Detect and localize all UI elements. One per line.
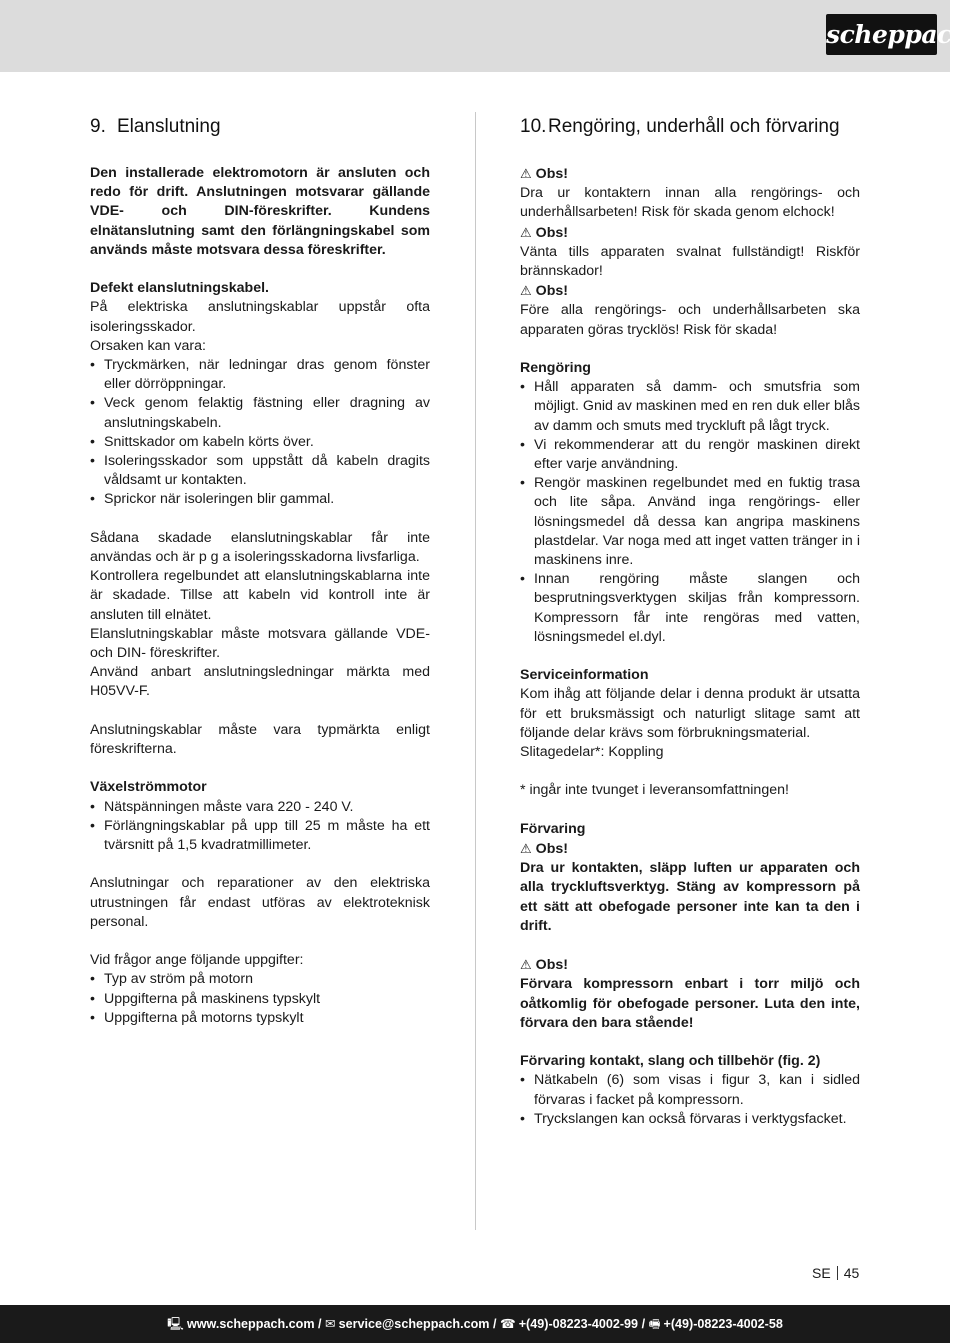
section-rengoring [520, 115, 860, 1129]
list-item: • Rengör maskinen regelbundet med en fuktig trasa och lite såpa. Använd inga rengörings- eller lösningsmedel då dessa kan angripa maskinens plastdelar. Var noga med att inget vatten tränger in i maskinens inre. [520, 475, 860, 569]
phone-number: +(49)-08223-4002-99 [518, 1317, 639, 1331]
ac-motor-list [90, 798, 430, 856]
column-divider [475, 112, 476, 1230]
warning-icon: ⚠ [520, 166, 532, 181]
list-item: • Veck genom felaktig fästning eller dragning av anslutningskabeln. [90, 395, 430, 431]
service-heading: Serviceinformation [520, 667, 649, 684]
list-item: • Förlängningskablar på upp till 25 m måste ha ett tvärsnitt på 1,5 kvadratmillimeter. [90, 817, 430, 854]
service-text: Kom ihåg att följande delar i denna produkt är utsatta för ett bruksmässigt och naturligt slitage samt att följande delar krävs som förbrukningsmaterial. [520, 686, 860, 741]
storage-warning-text: Dra ur kontakten, släpp luften ur apparaten och alla tryckluftsverktyg. Stäng av kompressorn på ett sätt att obefogade personer inte kan ta den i drift. [520, 860, 860, 934]
storage-warning-text: Förvara kompressorn enbart i torr miljö och oåtkomlig för obefogade personer. Luta den inte, förvara den bara stående! [520, 976, 860, 1031]
footer-bar: 🖳 www.scheppach.com / ✉ service@scheppach.com / ☎ +(49)-08223-4002-99 / 🖷 +(49)-08223-4002-58 [0, 1305, 950, 1343]
footnote-text: * ingår inte tvunget i leveransomfattningen! [520, 782, 789, 799]
fax-number: +(49)-08223-4002-58 [663, 1317, 783, 1331]
warning-text: Före alla rengörings- och underhållsarbeten ska apparaten göras trycklös! Risk för skada! [520, 302, 860, 338]
website-link[interactable]: www.scheppach.com [186, 1317, 315, 1331]
list-item: • Tryckmärken, när ledningar dras genom fönster eller dörröppningar. [90, 357, 430, 393]
warning-icon: ⚠ [520, 841, 532, 857]
list-item: • Isoleringsskador som uppstått då kabeln dragits våldsamt ur kontakten. [90, 453, 430, 489]
page-number: SE 45 [812, 1265, 860, 1281]
storage-heading: Förvaring [520, 820, 586, 837]
warning-heading: ⚠ Obs! [520, 166, 568, 182]
warning-text: Dra ur kontaktern innan alla rengörings- och underhållsarbeten! Risk för skada genom elchock! [520, 185, 860, 221]
list-item: • Sprickor när isoleringen blir gammal. [90, 491, 335, 508]
warning-icon: ⚠ [520, 283, 532, 299]
damaged-cable-text: Sådana skadade elanslutningskablar får inte användas och är p g a isoleringsskadorna livsfarliga. [90, 529, 430, 566]
questions-intro: Vid frågor ange följande uppgifter: [90, 952, 304, 969]
cleaning-heading: Rengöring [520, 360, 591, 377]
repairs-text: Anslutningar och reparationer av den elektriska utrustningen får endast utföras av elektroteknisk personal. [90, 875, 430, 930]
scheppach-logo: scheppach [826, 14, 937, 55]
list-item: • Håll apparaten så damm- och smutsfria som möjligt. Gnid av maskinen med en ren duk eller blås av damm och smuts med tryckluft på lågt tryck. [520, 379, 860, 434]
defekt-heading: Defekt elanslutningskabel. [90, 280, 269, 297]
list-item: • Tryckslangen kan också förvaras i verktygsfacket. [520, 1110, 847, 1127]
warning-heading: ⚠ Obs! [520, 224, 568, 241]
section-heading: 10.Rengöring, underhåll och förvaring [520, 116, 840, 137]
list-item: • Nätkabeln (6) som visas i figur 3, kan i sidled förvaras i facket på kompressorn. [520, 1072, 860, 1108]
storage-list [520, 1071, 860, 1129]
list-item: • Uppgifterna på motorns typskylt [90, 1009, 304, 1026]
wear-parts-text: Slitagedelar*: Koppling [520, 744, 664, 761]
questions-list [90, 970, 430, 1028]
h05-text: Använd anbart anslutningsledningar märkta med H05VV-F. [90, 664, 430, 700]
list-item: • Innan rengöring måste slangen och besprutningsverktygen skiljas från kompressorn. Kompressorn får inte rengöras med vatten, lösningsmedel el.dyl. [520, 571, 860, 645]
list-item: • Uppgifterna på maskinens typskylt [90, 990, 321, 1007]
vde-text: Elanslutningskablar måste motsvara gällande VDE- och DIN- föreskrifter. [90, 625, 430, 662]
computer-icon: 🖳 [167, 1317, 184, 1331]
check-cable-text: Kontrollera regelbundet att elanslutningskablarna inte är skadade. Tillse att kabeln vid kontroll inte är ansluten till elnätet. [90, 568, 430, 623]
typed-cable-text: Anslutningskablar måste vara typmärkta enligt föreskrifterna. [90, 721, 430, 758]
warning-text: Vänta tills apparaten svalnat fullständigt! Riskför brännskador! [520, 243, 860, 280]
warning-heading: ⚠ Obs! [520, 841, 568, 858]
intro-paragraph: Den installerade elektromotorn är ansluten och redo för drift. Anslutningen motsvarar gällande VDE- och DIN-föreskrifter. Kundens elnätanslutning samt den förlängningskabel som används måste motsvara dessa föreskrifter. [90, 165, 430, 258]
email-link[interactable]: service@scheppach.com [338, 1317, 490, 1331]
cleaning-list [520, 378, 860, 647]
section-elanslutning [90, 115, 430, 1028]
warning-icon: ⚠ [520, 224, 532, 240]
causes-list [90, 356, 430, 510]
email-icon: ✉ [325, 1317, 336, 1331]
defekt-text: På elektriska anslutningskablar uppstår ofta isoleringsskador. [90, 299, 430, 335]
causes-intro: Orsaken kan vara: [90, 337, 206, 354]
warning-heading: ⚠ Obs! [520, 957, 568, 974]
ac-motor-heading: Växelströmmotor [90, 779, 207, 796]
phone-icon: ☎ [500, 1317, 516, 1331]
section-heading: 9. Elanslutning [90, 116, 221, 137]
storage-accessories-heading: Förvaring kontakt, slang och tillbehör (fig. 2) [520, 1053, 821, 1070]
list-item: • Vi rekommenderar att du rengör maskinen direkt efter varje användning. [520, 436, 860, 473]
list-item: • Typ av ström på motorn [90, 971, 254, 988]
list-item: • Nätspänningen måste vara 220 - 240 V. [90, 798, 354, 815]
list-item: • Snittskador om kabeln körts över. [90, 433, 314, 450]
warning-heading: ⚠ Obs! [520, 283, 568, 300]
warning-icon: ⚠ [520, 957, 532, 973]
header-bar [0, 0, 969, 72]
fax-icon: 🖷 [648, 1317, 661, 1331]
